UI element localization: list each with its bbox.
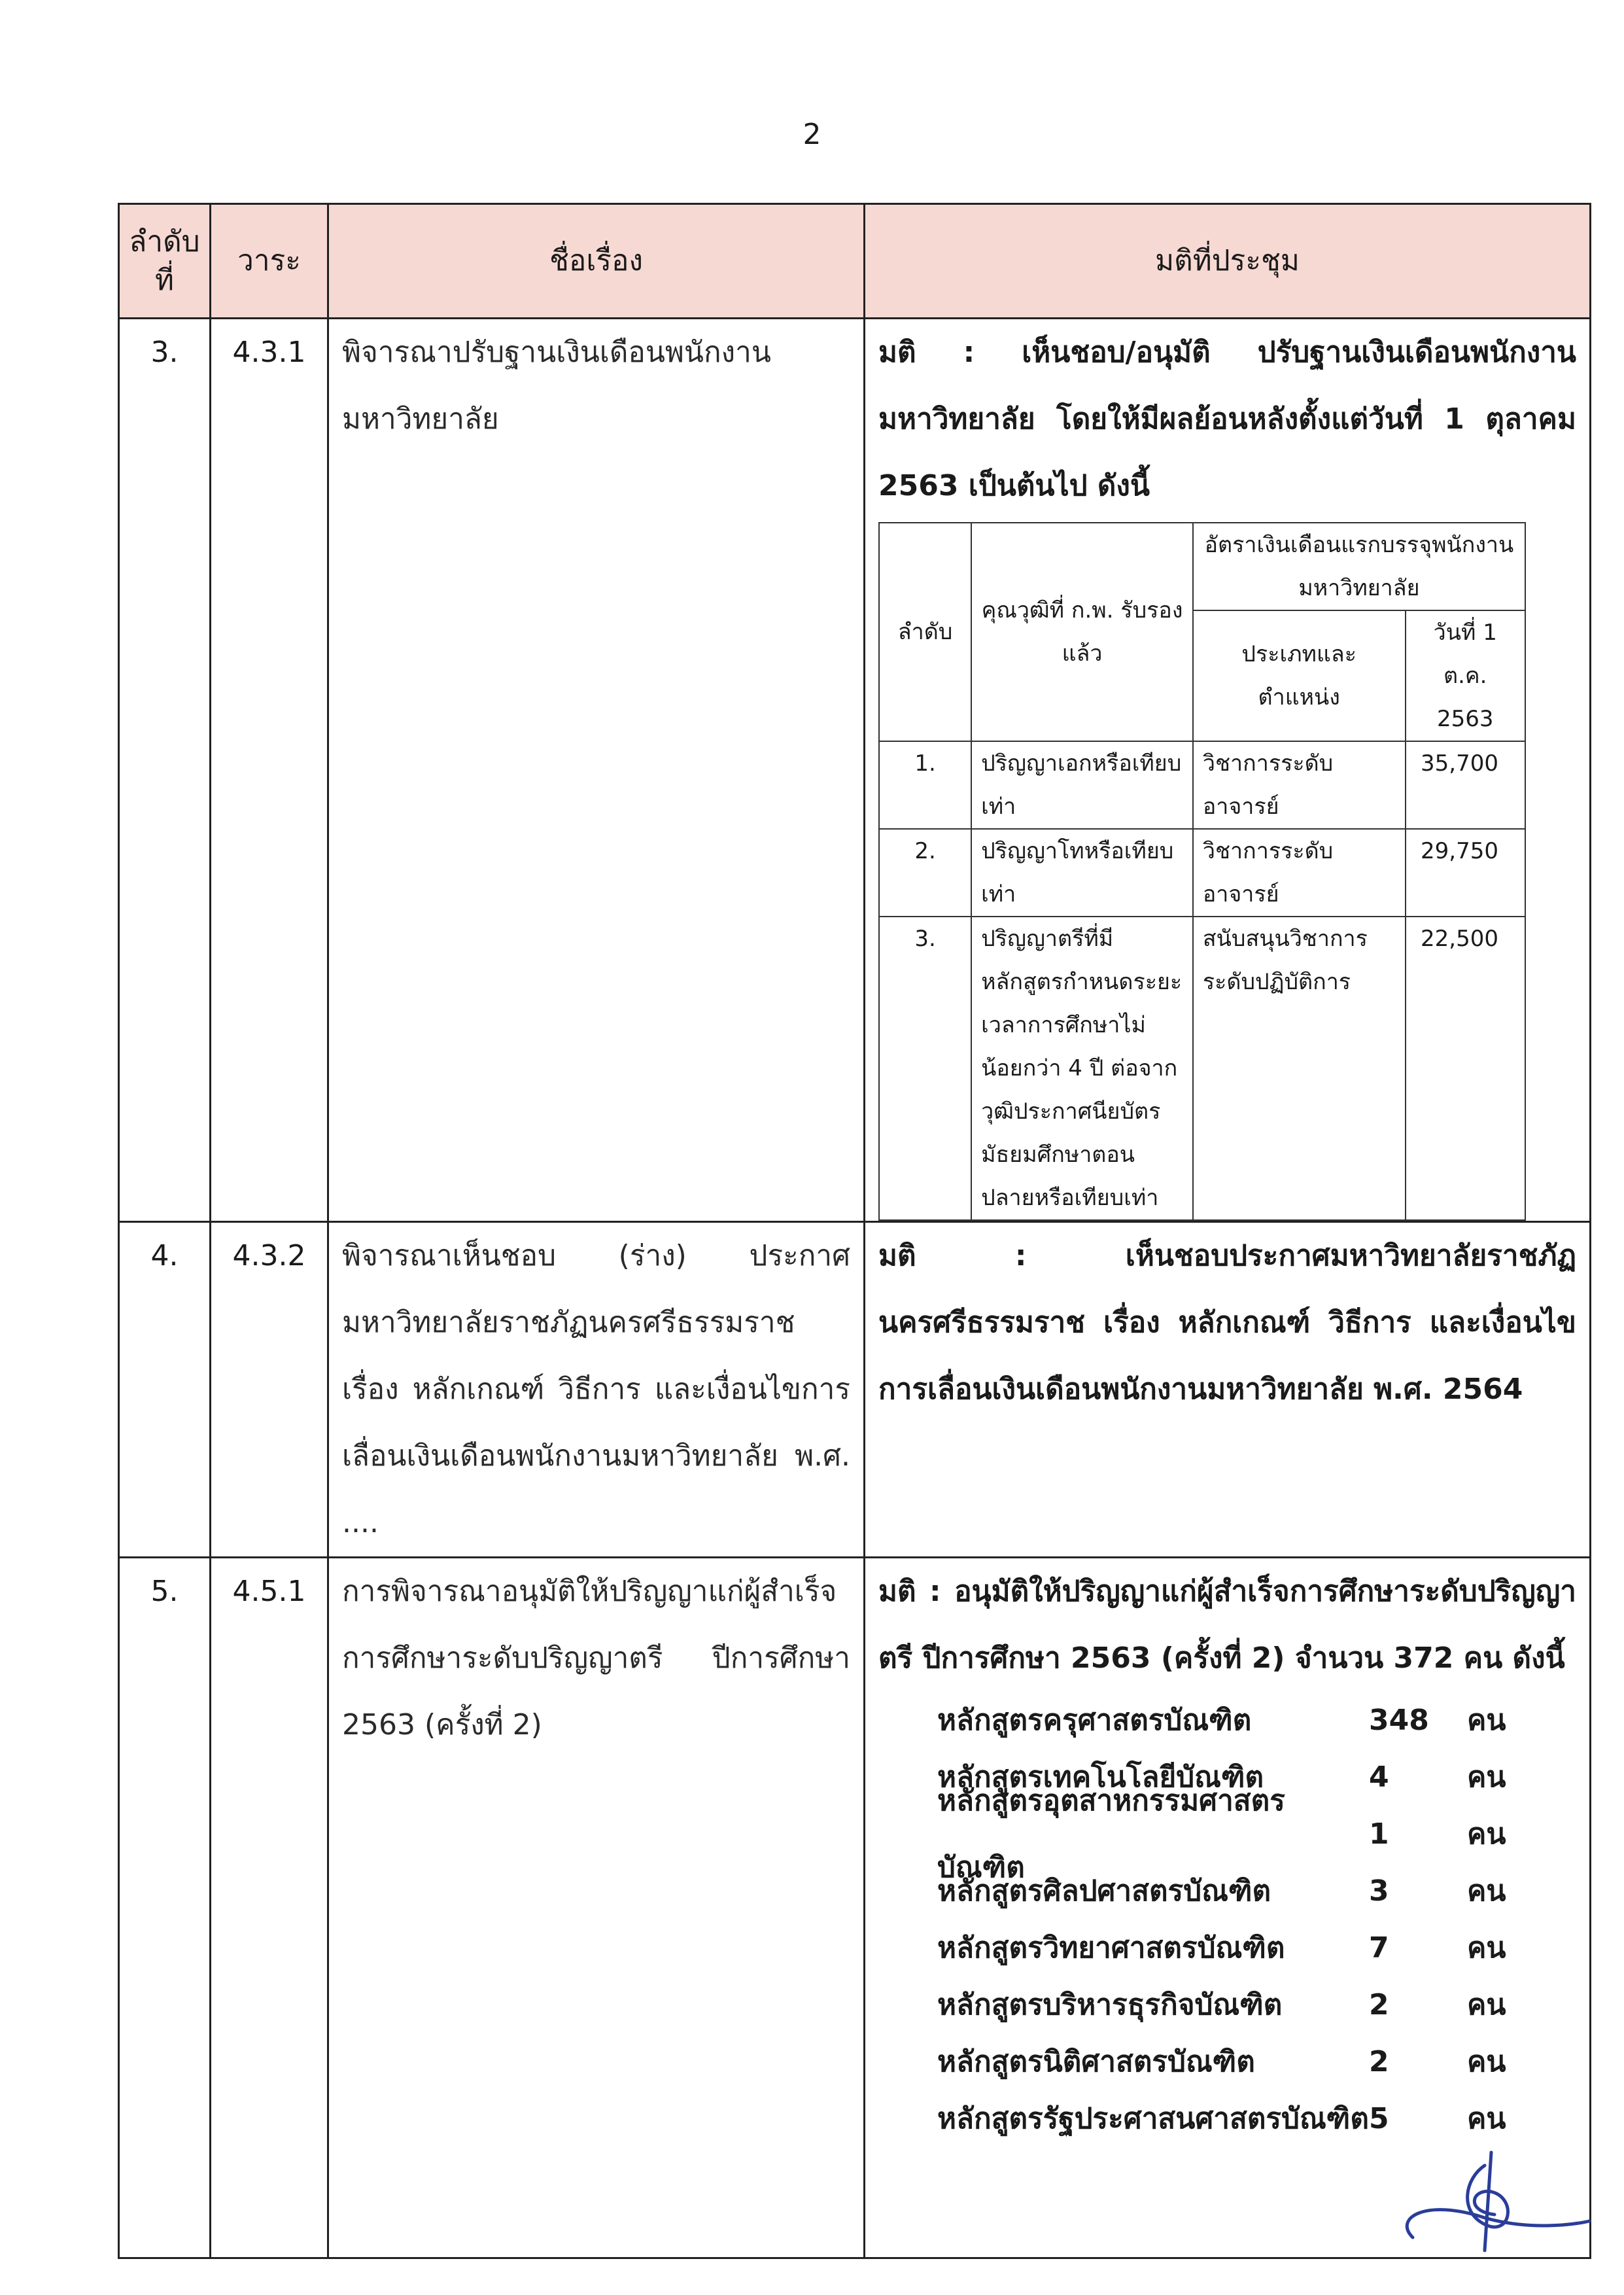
table-header-row — [119, 204, 1591, 319]
curriculum-count: 7 — [1369, 1931, 1389, 1965]
rate-value: 22,500 — [1406, 917, 1526, 1220]
curriculum-count: 2 — [1369, 2044, 1389, 2078]
curriculum-name: หลักสูตรเทคโนโลยีบัณฑิต — [937, 1760, 1264, 1794]
curriculum-count: 348 — [1369, 1703, 1429, 1737]
curriculum-list — [878, 1692, 1576, 2147]
resolution-text: มติ : เห็นชอบประกาศมหาวิทยาลัยราชภัฏนครศรีธรรมราช เรื่อง หลักเกณฑ์ วิธีการ และเงื่อนไขการเลื่อนเงินเดือนพนักงานมหาวิทยาลัย พ.ศ. 2564 — [878, 1239, 1576, 1406]
curriculum-unit: คน — [1467, 1931, 1506, 1965]
row-order: 3. — [119, 319, 211, 1222]
row-resolution — [865, 1222, 1591, 1558]
row-order: 5. — [119, 1558, 211, 2258]
table-row — [119, 1222, 1591, 1558]
row-subject: การพิจารณาอนุมัติให้ปริญญาแก่ผู้สำเร็จการศึกษาระดับปริญญาตรี ปีการศึกษา 2563 (ครั้งที่ 2) — [328, 1558, 865, 2258]
rate-order: 2. — [879, 829, 971, 917]
list-item — [937, 1919, 1576, 1976]
row-agenda: 4.5.1 — [211, 1558, 328, 2258]
curriculum-name: หลักสูตรวิทยาศาสตรบัณฑิต — [937, 1931, 1285, 1965]
resolution-text: มติ : อนุมัติให้ปริญญาแก่ผู้สำเร็จการศึกษาระดับปริญญาตรี ปีการศึกษา 2563 (ครั้งที่ 2) จำนวน 372 คน ดังนี้ — [878, 1575, 1576, 1675]
rate-header-rate: วันที่ 1 ต.ค. 2563 — [1406, 610, 1526, 741]
header-subject: ชื่อเรื่อง — [328, 204, 865, 319]
table-row — [119, 319, 1591, 1222]
rate-header-row — [879, 523, 1525, 610]
row-subject: พิจารณาเห็นชอบ (ร่าง) ประกาศมหาวิทยาลัยราชภัฏนครศรีธรรมราช เรื่อง หลักเกณฑ์ วิธีการ และเงื่อนไขการเลื่อนเงินเดือนพนักงานมหาวิทยาลัย พ.ศ. .... — [328, 1222, 865, 1558]
table-row — [879, 829, 1525, 917]
rate-header-type: ประเภทและตำแหน่ง — [1193, 610, 1406, 741]
page-number: 2 — [803, 118, 821, 151]
list-item — [937, 2090, 1576, 2147]
list-item — [937, 1783, 1576, 1884]
rate-qualification: ปริญญาโทหรือเทียบเท่า — [971, 829, 1193, 917]
rate-order: 3. — [879, 917, 971, 1220]
rate-qualification: ปริญญาเอกหรือเทียบเท่า — [971, 741, 1193, 829]
curriculum-unit: คน — [1467, 1760, 1506, 1794]
header-order: ลำดับที่ — [119, 204, 211, 319]
table-row — [119, 1558, 1591, 2258]
curriculum-name: หลักสูตรรัฐประศาสนศาสตรบัณฑิต — [937, 2101, 1369, 2135]
rate-header-group: อัตราเงินเดือนแรกบรรจุพนักงานมหาวิทยาลัย — [1193, 523, 1525, 610]
rate-type: สนับสนุนวิชาการระดับปฏิบัติการ — [1193, 917, 1406, 1220]
table-row — [879, 917, 1525, 1220]
rate-value: 35,700 — [1406, 741, 1526, 829]
rate-header-order: ลำดับ — [879, 523, 971, 741]
signature-mark — [1387, 2139, 1596, 2270]
curriculum-name: หลักสูตรศิลปศาสตรบัณฑิต — [937, 1874, 1271, 1908]
curriculum-count: 3 — [1369, 1874, 1389, 1908]
list-item — [937, 2033, 1576, 2090]
curriculum-count: 1 — [1369, 1817, 1389, 1851]
curriculum-unit: คน — [1467, 2101, 1506, 2135]
curriculum-name: หลักสูตรอุตสาหกรรมศาสตรบัณฑิต — [937, 1783, 1285, 1884]
row-order: 4. — [119, 1222, 211, 1558]
table-row — [879, 741, 1525, 829]
row-agenda: 4.3.2 — [211, 1222, 328, 1558]
rate-type: วิชาการระดับอาจารย์ — [1193, 829, 1406, 917]
rate-qualification: ปริญญาตรีที่มีหลักสูตรกำหนดระยะเวลาการศึกษาไม่น้อยกว่า 4 ปี ต่อจากวุฒิประกาศนียบัตรมัธยมศึกษาตอนปลายหรือเทียบเท่า — [971, 917, 1193, 1220]
curriculum-unit: คน — [1467, 1874, 1506, 1908]
curriculum-unit: คน — [1467, 2044, 1506, 2078]
curriculum-count: 2 — [1369, 1988, 1389, 2022]
rate-type: วิชาการระดับอาจารย์ — [1193, 741, 1406, 829]
curriculum-name: หลักสูตรครุศาสตรบัณฑิต — [937, 1703, 1252, 1737]
resolution-text: มติ : เห็นชอบ/อนุมัติ ปรับฐานเงินเดือนพนักงานมหาวิทยาลัย โดยให้มีผลย้อนหลังตั้งแต่วันที่ 1 ตุลาคม 2563 เป็นต้นไป ดังนี้ — [878, 336, 1576, 502]
rate-header-qualification: คุณวุฒิที่ ก.พ. รับรองแล้ว — [971, 523, 1193, 741]
curriculum-count: 4 — [1369, 1760, 1389, 1794]
header-resolution: มติที่ประชุม — [865, 204, 1591, 319]
resolution-table — [118, 203, 1591, 2259]
list-item — [937, 1863, 1576, 1919]
row-agenda: 4.3.1 — [211, 319, 328, 1222]
salary-rate-table — [878, 522, 1526, 1221]
row-subject: พิจารณาปรับฐานเงินเดือนพนักงานมหาวิทยาลัย — [328, 319, 865, 1222]
curriculum-name: หลักสูตรบริหารธุรกิจบัณฑิต — [937, 1988, 1283, 2022]
rate-order: 1. — [879, 741, 971, 829]
curriculum-unit: คน — [1467, 1988, 1506, 2022]
curriculum-name: หลักสูตรนิติศาสตรบัณฑิต — [937, 2044, 1255, 2078]
header-agenda: วาระ — [211, 204, 328, 319]
list-item — [937, 1692, 1576, 1749]
curriculum-unit: คน — [1467, 1817, 1506, 1851]
row-resolution — [865, 319, 1591, 1222]
curriculum-count: 5 — [1369, 2101, 1389, 2135]
list-item — [937, 1976, 1576, 2033]
rate-value: 29,750 — [1406, 829, 1526, 917]
curriculum-unit: คน — [1467, 1703, 1506, 1737]
